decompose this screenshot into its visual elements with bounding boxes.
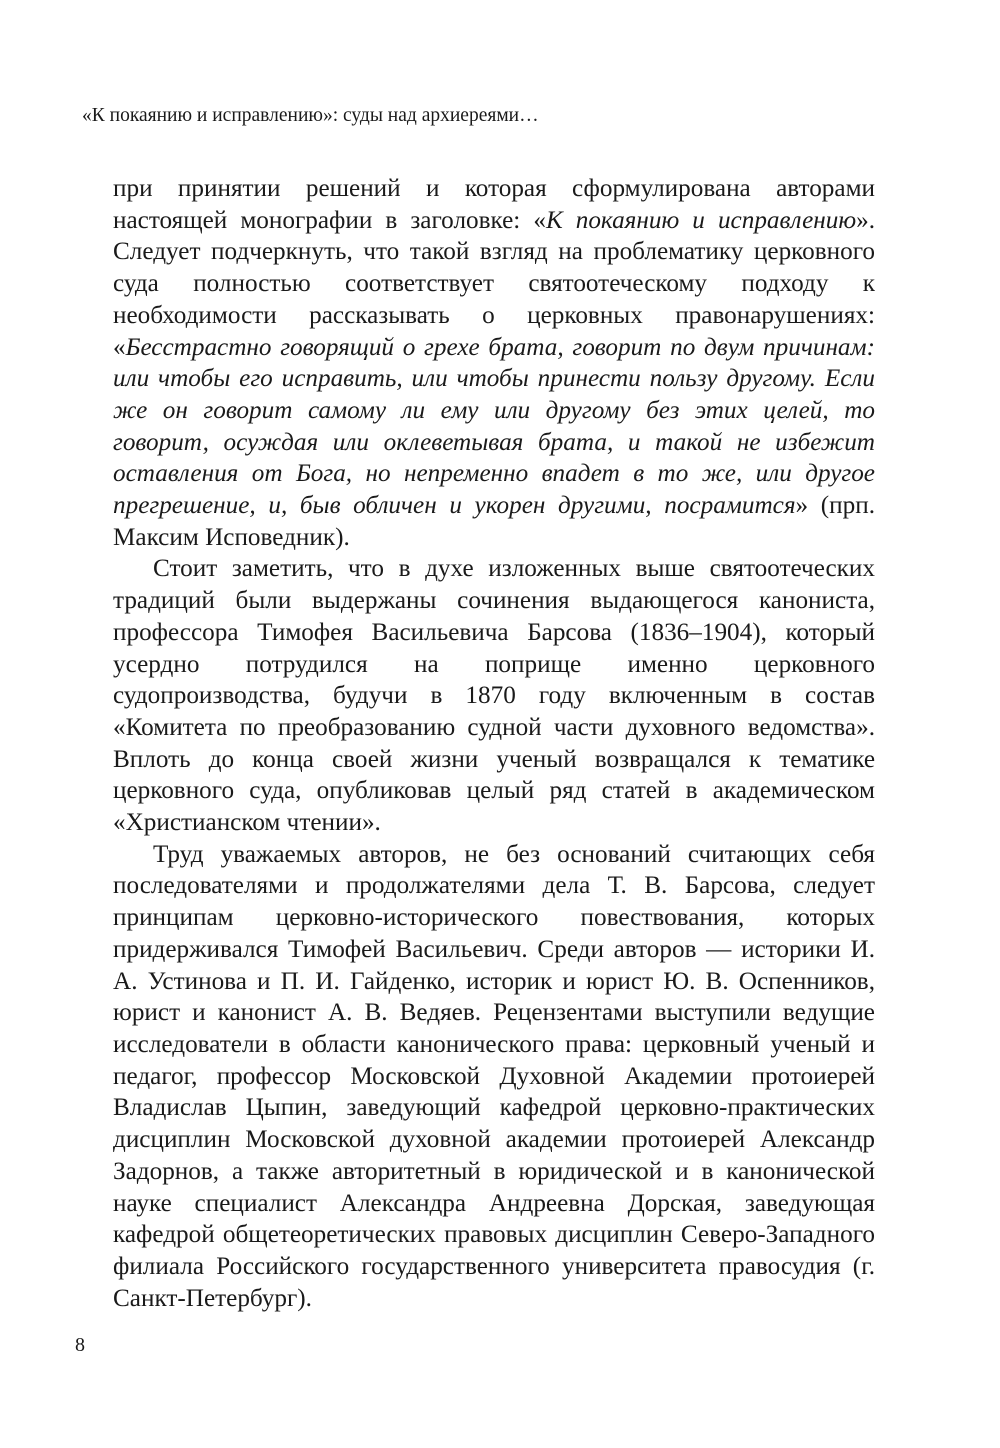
running-head: «К покаянию и исправлению»: суды над архиереями… [82,105,539,126]
text-segment: ». Следует подчеркнуть, что такой взгляд на проблематику церковного суда полностью соответствует святоотеческому подходу к необходимости рассказывать о церковных правонарушениях: « [113,206,875,361]
title-italic: К покаянию и исправлению [545,206,857,234]
text-segment: » (прп. Максим Исповедник). [113,492,875,551]
quote-italic: Бесстрастно говорящий о грехе брата, говорит по двум причинам: или чтобы его исправить, или чтобы принести пользу другому. Если же он говорит самому ли ему или другому без этих целей, то говорит, осуждая или оклеветывая брата, и такой не избежит оставления от Бога, но непременно впадет в то же, или другое прегрешение, и, быв обличен и укорен другими, посрамится [113,333,875,520]
paragraph-1 [113,173,875,553]
page-number: 8 [75,1334,85,1356]
body-text [113,173,875,1314]
text-segment: Стоит заметить, что в духе изложенных выше святоотеческих традиций были выдержаны сочинения выдающегося канониста, профессора Тимофея Васильевича Барсова (1836–1904), который усердно потрудился на поприще именно церковного судопроизводства, будучи в 1870 году включенным в состав «Комитета по преобразованию судной части духовного ведомства». Вплоть до конца своей жизни ученый возвращался к тематике церковного суда, опубликовав целый ряд статей в академическом «Христианском чтении». [113,555,875,837]
text-segment: Труд уважаемых авторов, не без оснований считающих себя последователями и продолжателями дела Т. В. Барсова, следует принципам церковно-исторического повествования, которых придерживался Тимофей Васильевич. Среди авторов — историки И. А. Устинова и П. И. Гайденко, историк и юрист Ю. В. Оспенников, юрист и канонист А. В. Ведяев. Рецензентами выступили ведущие исследователи в области канонического права: церковный ученый и педагог, профессор Московской Духовной Академии протоиерей Владислав Цыпин, заведующий кафедрой церковно-практических дисциплин Московской духовной академии протоиерей Александр Задорнов, а также авторитетный в юридической и в канонической науке специалист Александра Андреевна Дорская, заведующая кафедрой общетеоретических правовых дисциплин Северо-Западного филиала Российского государственного университета правосудия (г. Санкт-Петербург). [113,840,875,1312]
paragraph-2 [113,553,875,838]
paragraph-3 [113,839,875,1315]
text-segment: при принятии решений и которая сформулирована авторами настоящей монографии в заголовке: « [113,175,875,234]
